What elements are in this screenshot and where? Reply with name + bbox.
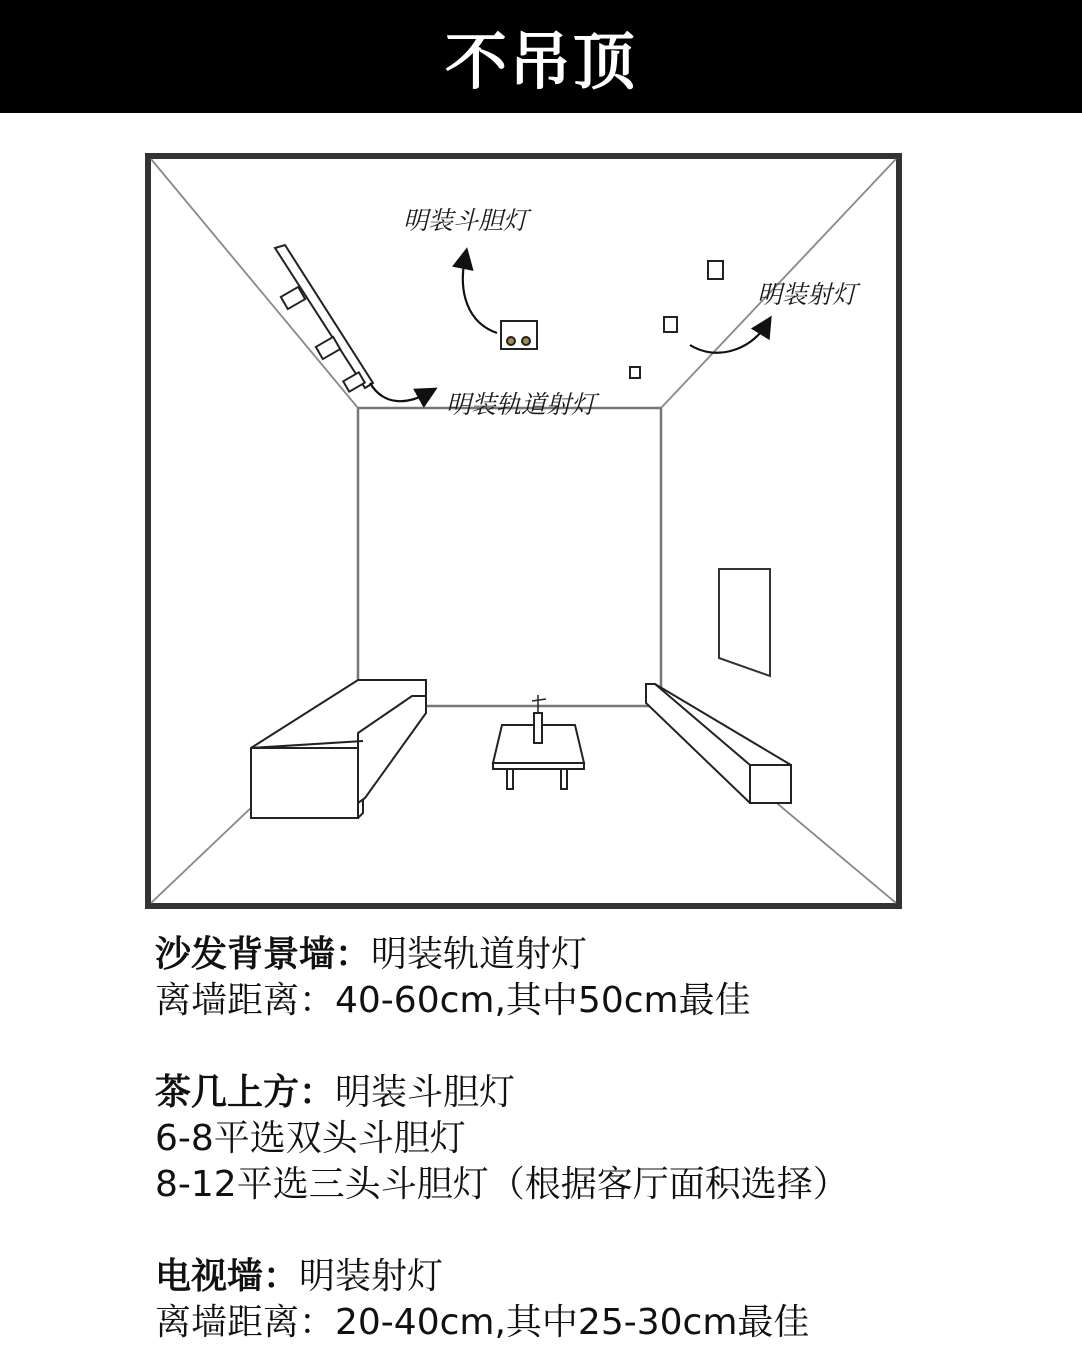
tv-wall-distance: 离墙距离：20-40cm,其中25-30cm最佳 (155, 1302, 810, 1343)
arrow-track-light (370, 383, 428, 401)
surface-spotlights (630, 261, 723, 378)
sofa-wall-heading (155, 932, 1055, 978)
room-illustration (0, 113, 1082, 913)
label-surface-spot: 明装射灯 (757, 280, 858, 309)
sofa (251, 680, 426, 818)
lighting-notes (155, 932, 1055, 1346)
tv-wall-heading (155, 1254, 1055, 1300)
double-head-spotlight (501, 321, 537, 349)
section-value: 明装斗胆灯 (335, 1072, 516, 1113)
room-perspective-drawing (0, 113, 1082, 913)
coffee-table-heading (155, 1070, 1055, 1116)
back-wall (358, 408, 661, 706)
label-ceiling-spot: 明装斗胆灯 (403, 206, 529, 235)
arrow-surface-spot (690, 325, 766, 353)
tv-cabinet (646, 684, 791, 803)
coffee-table (493, 695, 584, 789)
coffee-table-line-1: 6-8平选双头斗胆灯 (155, 1118, 466, 1159)
page-title: 不吊顶 (0, 0, 1082, 113)
section-value: 明装轨道射灯 (371, 934, 588, 975)
coffee-table-line-2: 8-12平选三头斗胆灯（根据客厅面积选择） (155, 1164, 849, 1205)
label-track-light: 明装轨道射灯 (446, 390, 597, 419)
tv-panel (719, 569, 770, 676)
sofa-wall-distance: 离墙距离：40-60cm,其中50cm最佳 (155, 980, 751, 1021)
section-heading: 茶几上方： (155, 1072, 336, 1113)
section-value: 明装射灯 (299, 1256, 444, 1297)
section-heading: 沙发背景墙： (155, 934, 372, 975)
section-heading: 电视墙： (155, 1256, 300, 1297)
track-light-fixture (275, 245, 373, 392)
arrow-ceiling-spot (463, 258, 497, 333)
